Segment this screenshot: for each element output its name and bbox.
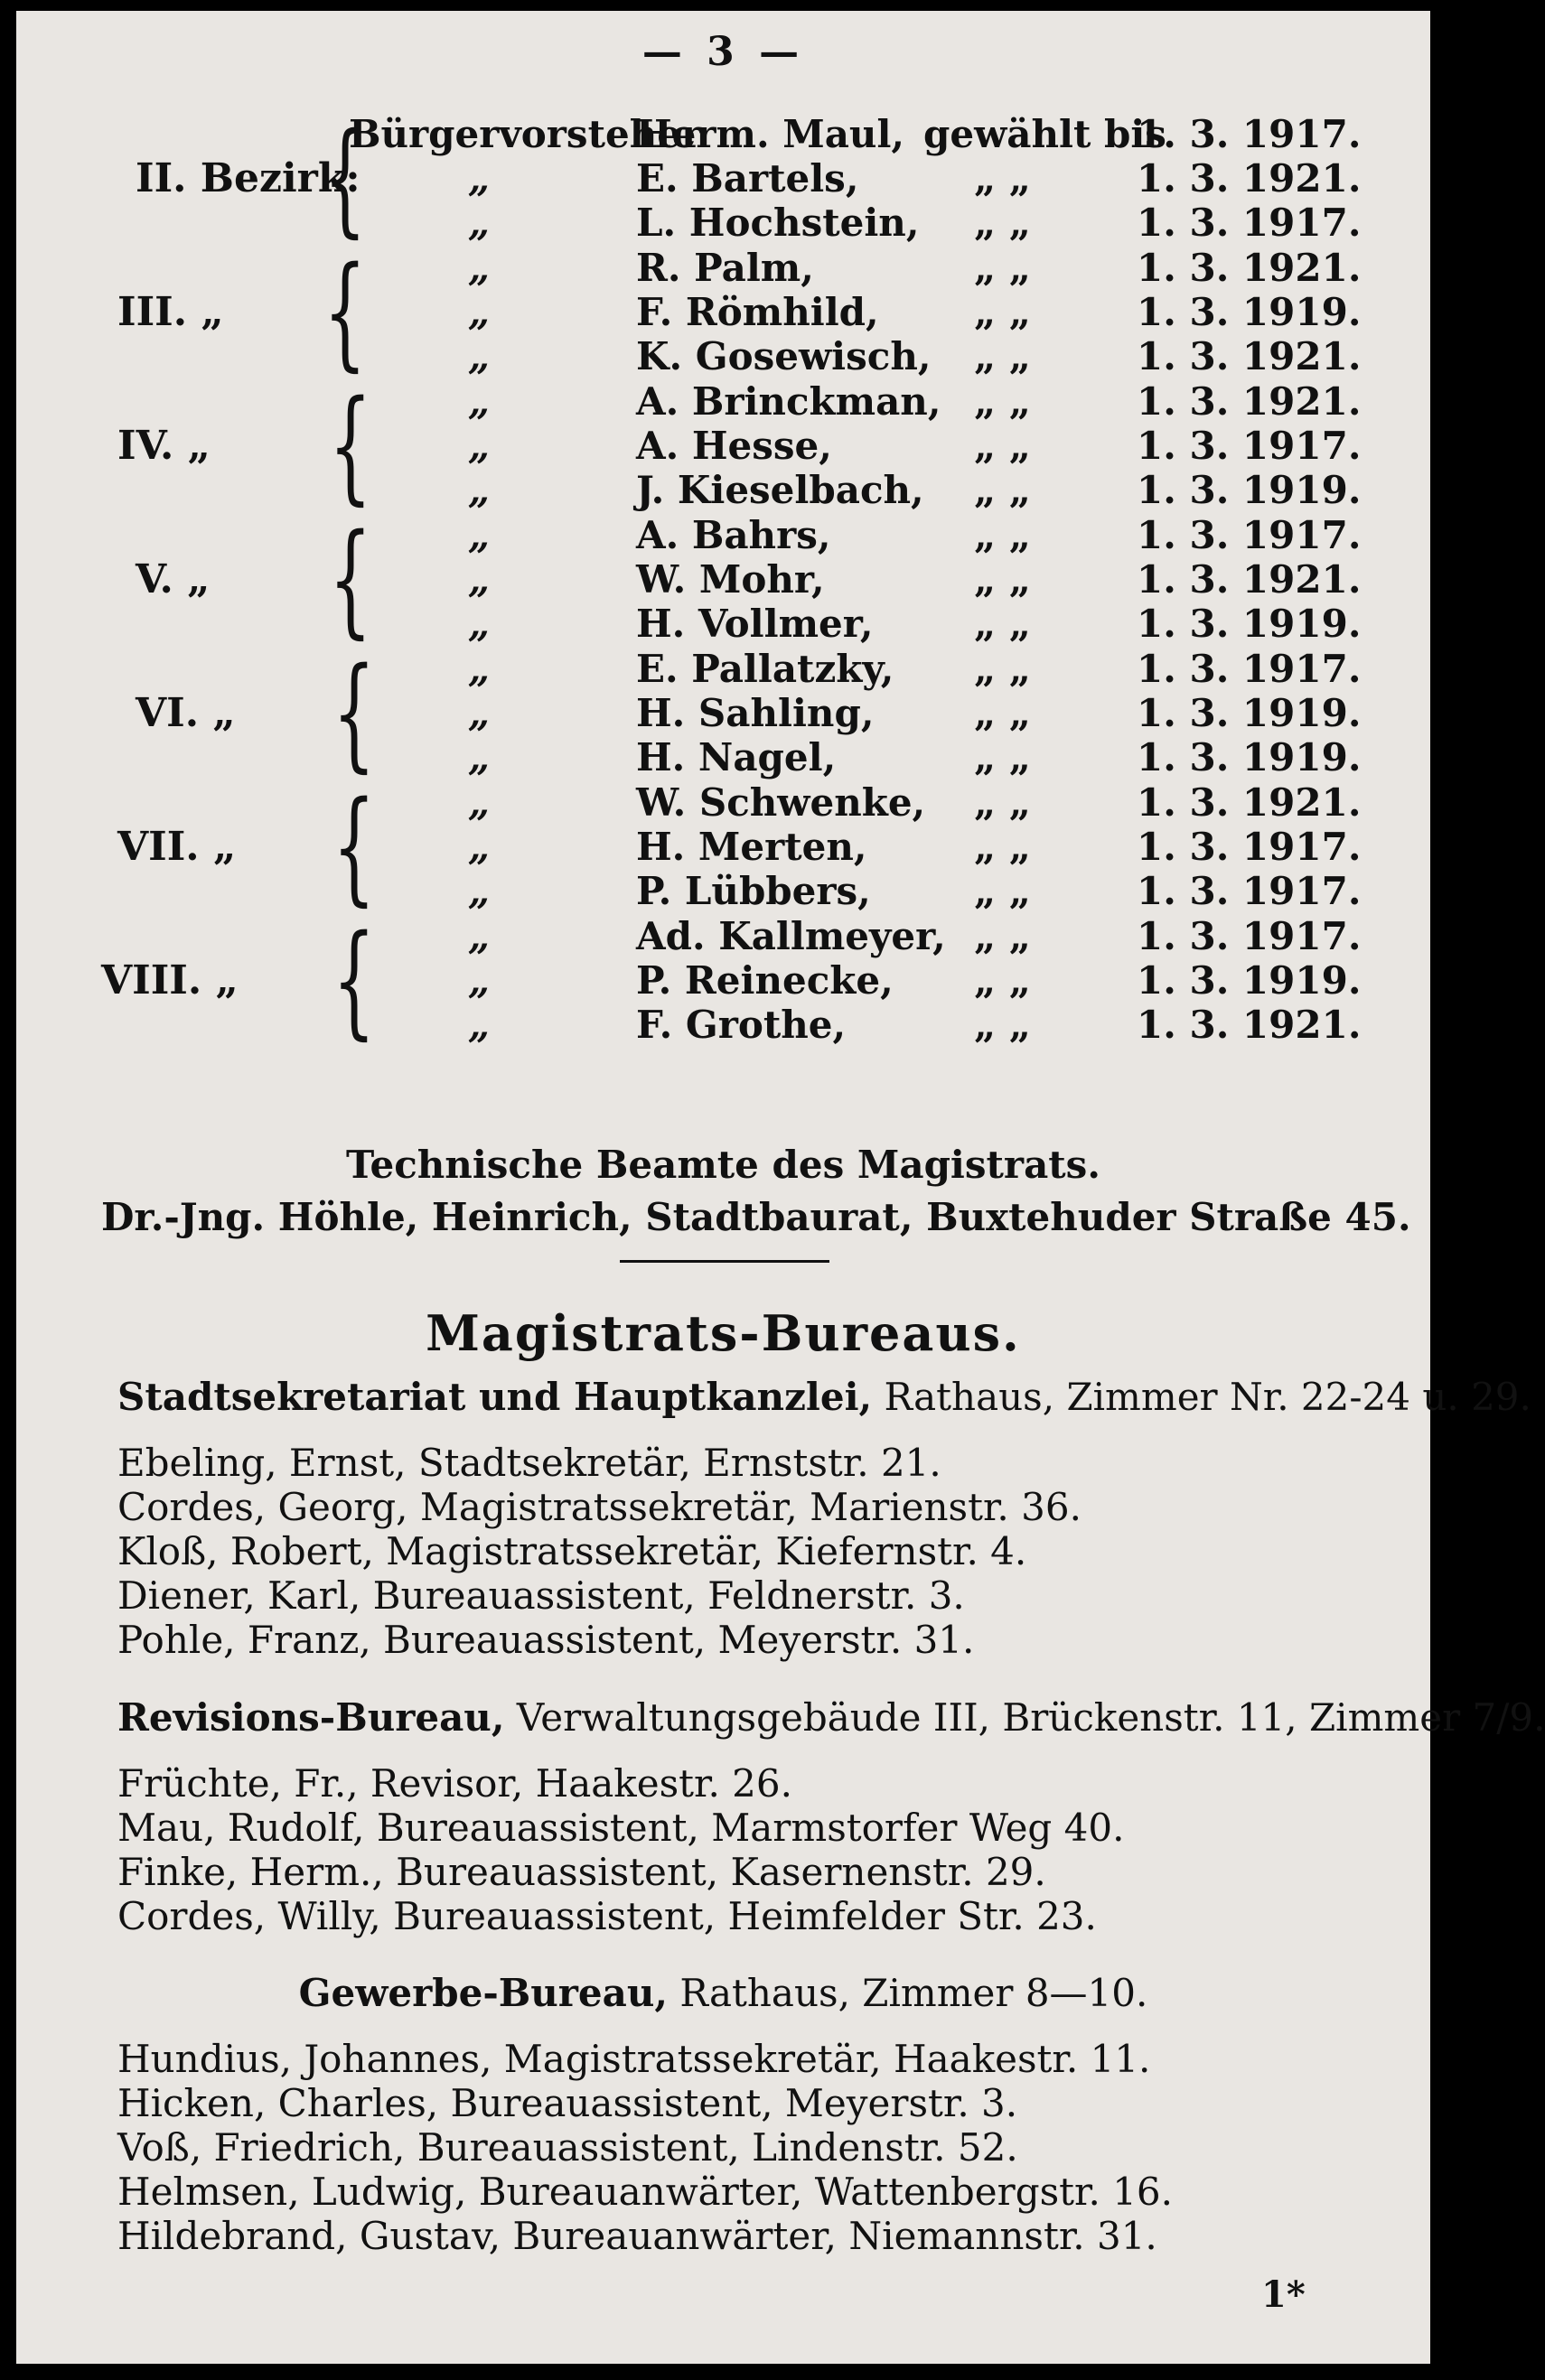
member-elected: „ „ xyxy=(974,246,1031,290)
member-title: „ xyxy=(468,334,491,378)
stadtsekretariat-name: Stadtsekretariat und Hauptkanzlei, xyxy=(117,1375,873,1419)
member-row xyxy=(16,513,1430,557)
member-date: 1. 3. 1917. xyxy=(1137,513,1362,557)
member-row xyxy=(16,914,1430,958)
member-name: A. Brinckman, xyxy=(636,379,941,424)
district-list xyxy=(16,107,1430,1052)
stadtsekretariat-heading xyxy=(117,1375,1531,1419)
member-date: 1. 3. 1919. xyxy=(1137,468,1362,512)
member-date: 1. 3. 1919. xyxy=(1137,958,1362,1003)
district-block xyxy=(16,241,1430,384)
member-date: 1. 3. 1917. xyxy=(1137,825,1362,869)
gewerbe-location: Rathaus, Zimmer 8—10. xyxy=(668,1971,1148,2015)
district-block xyxy=(16,776,1430,919)
member-elected: „ „ xyxy=(974,647,1031,691)
member-elected: „ „ xyxy=(974,557,1031,602)
member-elected: „ „ xyxy=(974,958,1031,1003)
brace-glyph: { xyxy=(332,910,376,1052)
brace-glyph: { xyxy=(329,375,372,518)
member-name: K. Gosewisch, xyxy=(636,334,932,378)
member-elected: „ „ xyxy=(974,334,1031,378)
member-date: 1. 3. 1921. xyxy=(1137,1003,1362,1047)
member-title: „ xyxy=(468,691,491,735)
member-title: „ xyxy=(468,468,491,512)
member-name: Ad. Kallmeyer, xyxy=(636,914,946,958)
district-label: V. „ xyxy=(136,556,211,602)
member-name: E. Bartels, xyxy=(636,156,859,201)
member-elected: „ „ xyxy=(974,602,1031,646)
member-date: 1. 3. 1919. xyxy=(1137,290,1362,334)
member-row xyxy=(16,290,1430,334)
list-item: Hildebrand, Gustav, Bureauanwärter, Niemannstr. 31. xyxy=(117,2214,1157,2258)
member-date: 1. 3. 1917. xyxy=(1137,201,1362,245)
brace-glyph: { xyxy=(329,509,372,651)
revisions-name: Revisions-Bureau, xyxy=(117,1695,505,1740)
member-elected: „ „ xyxy=(974,468,1031,512)
list-item: Mau, Rudolf, Bureauassistent, Marmstorfer Weg 40. xyxy=(117,1806,1125,1850)
member-elected: „ „ xyxy=(974,513,1031,557)
member-row xyxy=(16,647,1430,691)
document-page xyxy=(16,11,1545,2364)
member-name: L. Hochstein, xyxy=(636,201,920,245)
member-name: J. Kieselbach, xyxy=(636,468,924,512)
member-row xyxy=(16,246,1430,290)
member-elected: „ „ xyxy=(974,379,1031,424)
member-elected: „ „ xyxy=(974,1003,1031,1047)
member-elected: „ „ xyxy=(974,156,1031,201)
list-item: Cordes, Georg, Magistratssekretär, Marienstr. 36. xyxy=(117,1485,1082,1529)
member-title: „ xyxy=(468,958,491,1003)
technical-entry: Dr.-Jng. Höhle, Heinrich, Stadtbaurat, Buxtehuder Straße 45. xyxy=(101,1195,1411,1239)
district-label: VII. „ xyxy=(117,824,237,870)
revisions-heading xyxy=(117,1695,1545,1740)
member-elected: „ „ xyxy=(974,869,1031,913)
district-block xyxy=(16,107,1430,250)
member-name: A. Hesse, xyxy=(636,424,832,468)
member-row xyxy=(16,557,1430,602)
member-elected: „ „ xyxy=(974,735,1031,779)
member-name: H. Merten, xyxy=(636,825,867,869)
member-title: „ xyxy=(468,424,491,468)
member-title: „ xyxy=(468,735,491,779)
list-item: Cordes, Willy, Bureauassistent, Heimfelder Str. 23. xyxy=(117,1894,1097,1938)
member-name: Herm. Maul, xyxy=(636,112,905,156)
member-row xyxy=(16,1003,1430,1047)
page-number: — 3 — xyxy=(641,29,805,75)
list-item: Ebeling, Ernst, Stadtsekretär, Ernststr. 21. xyxy=(117,1441,941,1485)
member-row xyxy=(16,468,1430,512)
member-date: 1. 3. 1919. xyxy=(1137,691,1362,735)
member-name: F. Römhild, xyxy=(636,290,879,334)
district-label: IV. „ xyxy=(117,423,211,469)
list-item: Voß, Friedrich, Bureauassistent, Lindenstr. 52. xyxy=(117,2125,1018,2170)
member-name: H. Vollmer, xyxy=(636,602,874,646)
member-date: 1. 3. 1917. xyxy=(1137,112,1362,156)
member-name: E. Pallatzky, xyxy=(636,647,894,691)
member-date: 1. 3. 1921. xyxy=(1137,156,1362,201)
list-item: Hundius, Johannes, Magistratssekretär, Haakestr. 11. xyxy=(117,2037,1151,2081)
member-name: H. Nagel, xyxy=(636,735,837,779)
list-item: Hicken, Charles, Bureauassistent, Meyerstr. 3. xyxy=(117,2081,1018,2125)
signature-mark: 1* xyxy=(1261,2273,1306,2316)
member-date: 1. 3. 1921. xyxy=(1137,334,1362,378)
list-item: Finke, Herm., Bureauassistent, Kasernenstr. 29. xyxy=(117,1850,1046,1894)
member-title: „ xyxy=(468,513,491,557)
member-date: 1. 3. 1917. xyxy=(1137,647,1362,691)
district-block xyxy=(16,642,1430,785)
district-label: II. Bezirk: xyxy=(136,155,360,201)
district-block xyxy=(16,375,1430,518)
member-title: „ xyxy=(468,602,491,646)
member-row xyxy=(16,201,1430,245)
member-name: P. Reinecke, xyxy=(636,958,894,1003)
member-row xyxy=(16,156,1430,201)
member-row xyxy=(16,780,1430,825)
district-block xyxy=(16,910,1430,1052)
brace-glyph: { xyxy=(332,776,376,919)
member-elected: „ „ xyxy=(974,290,1031,334)
district-label: VI. „ xyxy=(136,690,236,736)
member-title: „ xyxy=(468,647,491,691)
member-title: „ xyxy=(468,914,491,958)
member-row xyxy=(16,334,1430,378)
member-date: 1. 3. 1917. xyxy=(1137,914,1362,958)
member-elected: „ „ xyxy=(974,825,1031,869)
section-divider xyxy=(620,1260,829,1263)
member-date: 1. 3. 1919. xyxy=(1137,602,1362,646)
member-title: „ xyxy=(468,869,491,913)
brace-glyph: { xyxy=(332,642,376,785)
member-elected: „ „ xyxy=(974,691,1031,735)
member-row xyxy=(16,825,1430,869)
member-elected: „ „ xyxy=(974,780,1031,825)
member-name: W. Mohr, xyxy=(636,557,825,602)
member-title: „ xyxy=(468,201,491,245)
brace-glyph: { xyxy=(323,241,367,384)
revisions-list xyxy=(117,1761,1124,1938)
gewerbe-list xyxy=(117,2037,1173,2258)
list-item: Diener, Karl, Bureauassistent, Feldnerstr. 3. xyxy=(117,1573,965,1618)
member-date: 1. 3. 1921. xyxy=(1137,780,1362,825)
member-row xyxy=(16,691,1430,735)
district-block xyxy=(16,509,1430,651)
member-title: „ xyxy=(468,1003,491,1047)
list-item: Kloß, Robert, Magistratssekretär, Kiefernstr. 4. xyxy=(117,1529,1027,1573)
member-date: 1. 3. 1919. xyxy=(1137,735,1362,779)
member-row xyxy=(16,958,1430,1003)
member-date: 1. 3. 1917. xyxy=(1137,869,1362,913)
member-title: „ xyxy=(468,246,491,290)
member-name: F. Grothe, xyxy=(636,1003,847,1047)
member-title: „ xyxy=(468,379,491,424)
member-name: P. Lübbers, xyxy=(636,869,871,913)
member-elected: „ „ xyxy=(974,914,1031,958)
member-row xyxy=(16,869,1430,913)
district-label: VIII. „ xyxy=(101,957,239,1003)
revisions-location: Verwaltungsgebäude III, Brückenstr. 11, Zimmer 7/9. xyxy=(504,1695,1545,1740)
member-title: „ xyxy=(468,290,491,334)
technical-heading: Technische Beamte des Magistrats. xyxy=(346,1143,1100,1187)
member-row xyxy=(16,602,1430,646)
list-item: Helmsen, Ludwig, Bureauanwärter, Wattenbergstr. 16. xyxy=(117,2170,1174,2214)
member-elected: „ „ xyxy=(974,424,1031,468)
list-item: Früchte, Fr., Revisor, Haakestr. 26. xyxy=(117,1761,792,1806)
stadtsekretariat-list xyxy=(117,1441,1082,1662)
bureaus-heading: Magistrats-Bureaus. xyxy=(426,1304,1021,1362)
member-date: 1. 3. 1921. xyxy=(1137,379,1362,424)
member-name: H. Sahling, xyxy=(636,691,875,735)
gewerbe-heading xyxy=(16,1971,1430,2015)
stadtsekretariat-location: Rathaus, Zimmer Nr. 22-24 u. 29. xyxy=(872,1375,1531,1419)
member-title: „ xyxy=(468,557,491,602)
member-date: 1. 3. 1921. xyxy=(1137,557,1362,602)
district-label: III. „ xyxy=(117,289,224,335)
member-row xyxy=(16,379,1430,424)
member-title: „ xyxy=(468,780,491,825)
member-date: 1. 3. 1921. xyxy=(1137,246,1362,290)
gewerbe-name: Gewerbe-Bureau, xyxy=(298,1971,669,2015)
member-row xyxy=(16,112,1430,156)
list-item: Pohle, Franz, Bureauassistent, Meyerstr. 31. xyxy=(117,1618,975,1662)
member-row xyxy=(16,424,1430,468)
brace-glyph: { xyxy=(323,107,367,250)
member-title: „ xyxy=(468,825,491,869)
member-date: 1. 3. 1917. xyxy=(1137,424,1362,468)
member-name: W. Schwenke, xyxy=(636,780,926,825)
member-title: „ xyxy=(468,156,491,201)
member-name: A. Bahrs, xyxy=(636,513,831,557)
member-elected: gewählt bis xyxy=(923,112,1166,156)
member-name: R. Palm, xyxy=(636,246,814,290)
member-title: Bürgervorsteher xyxy=(349,112,702,156)
member-row xyxy=(16,735,1430,779)
member-elected: „ „ xyxy=(974,201,1031,245)
